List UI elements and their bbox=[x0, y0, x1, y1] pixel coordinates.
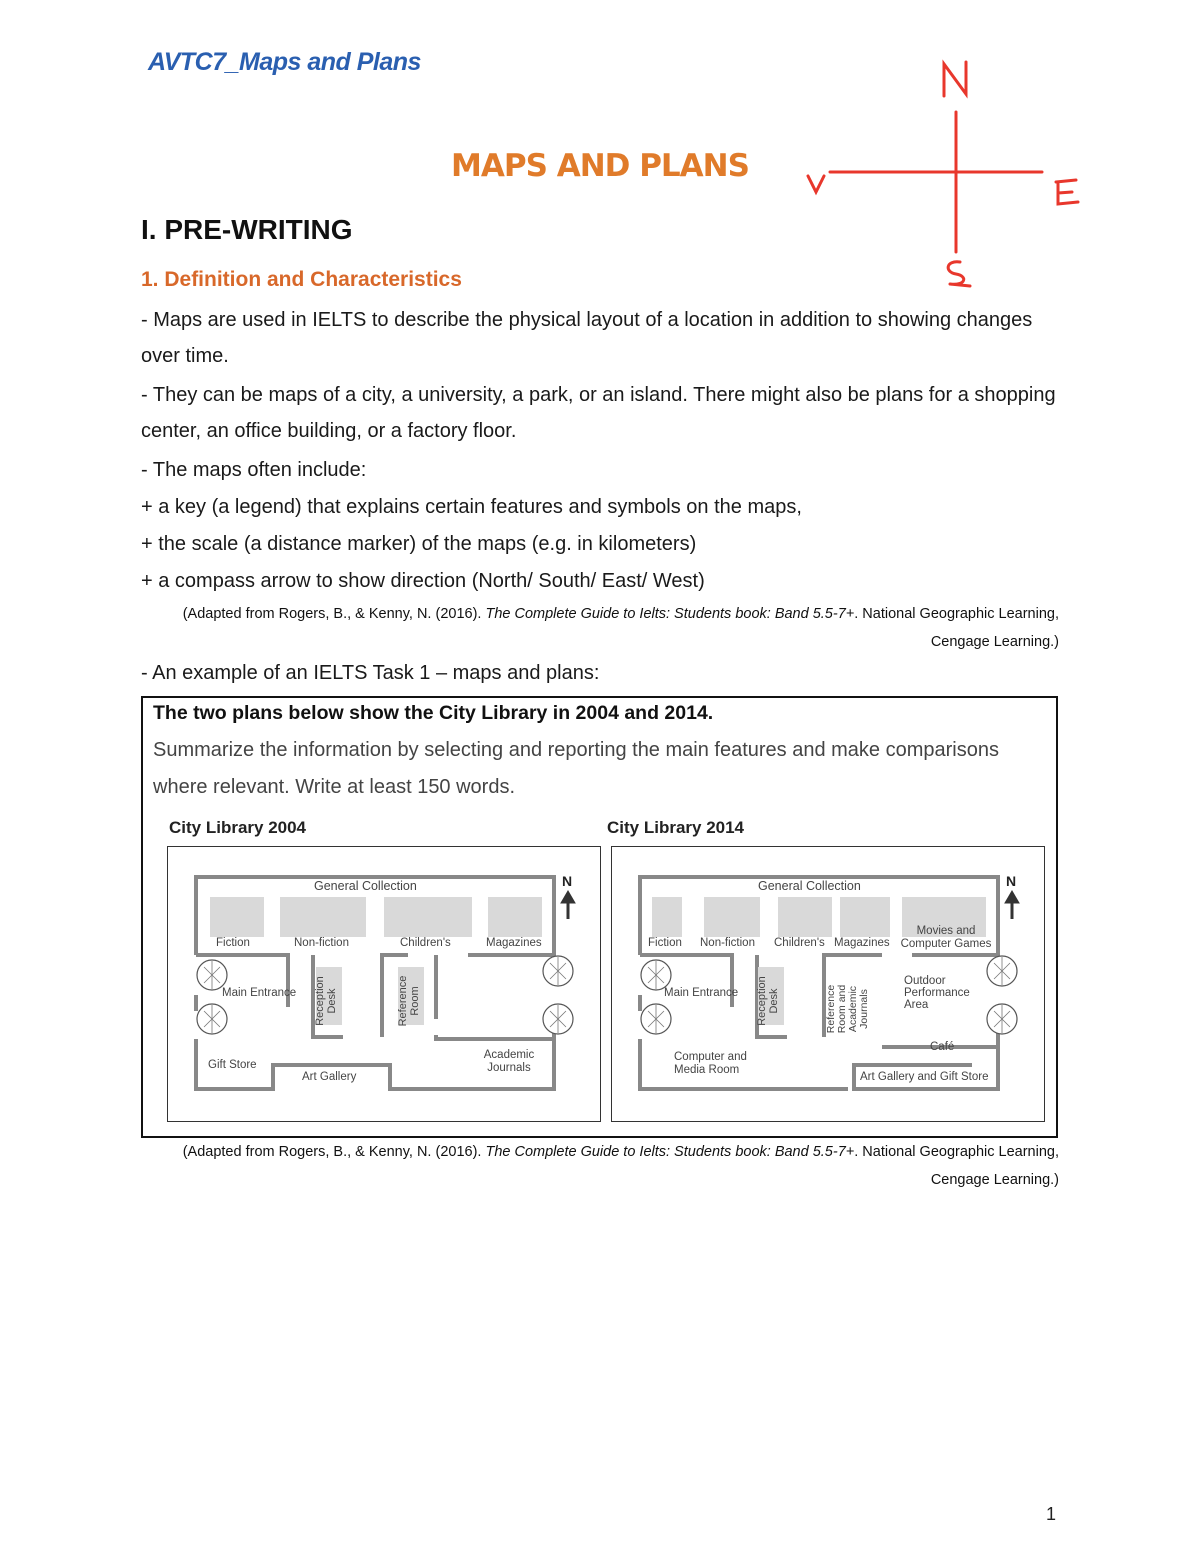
cafe-label: Café bbox=[930, 1041, 955, 1053]
reception-desk-label: Reception Desk bbox=[756, 976, 780, 1026]
task-title: The two plans below show the City Library in 2004 and 2014. bbox=[153, 702, 714, 724]
plan-2004-title: City Library 2004 bbox=[169, 818, 307, 837]
task-instructions: Summarize the information by selecting and reporting the main features and make comparisons where relevant. Write at least 150 words. bbox=[153, 739, 999, 798]
compass-s-letter bbox=[948, 262, 970, 286]
compass-w-letter bbox=[808, 176, 824, 192]
reception-desk-label: Reception Desk bbox=[314, 976, 338, 1026]
nonfiction-label: Non-fiction bbox=[294, 937, 349, 949]
compass-e-letter bbox=[1056, 180, 1078, 204]
example-intro: - An example of an IELTS Task 1 – maps and plans: bbox=[141, 662, 600, 684]
north-arrow-label: N bbox=[562, 873, 573, 889]
computer-media-label: Computer and Media Room bbox=[674, 1051, 747, 1076]
magazines-label: Magazines bbox=[486, 937, 542, 949]
task-box bbox=[141, 696, 1058, 1138]
reference-room-label: Reference Room bbox=[397, 975, 421, 1027]
paragraph: - The maps often include: bbox=[141, 459, 367, 481]
paragraph: - They can be maps of a city, a university, a park, or an island. There might also be plans for a shopping center, an office building, or a factory floor. bbox=[141, 384, 1056, 442]
movies-games-label: Movies and Computer Games bbox=[900, 925, 992, 950]
art-gallery-gift-store-label: Art Gallery and Gift Store bbox=[860, 1071, 989, 1083]
magazines-label: Magazines bbox=[834, 937, 890, 949]
outdoor-performance-label: Outdoor Performance Area bbox=[904, 975, 970, 1011]
bullet-item: + the scale (a distance marker) of the maps (e.g. in kilometers) bbox=[141, 533, 697, 555]
page-title: MAPS AND PLANS bbox=[451, 148, 749, 184]
compass-n-letter bbox=[944, 62, 966, 96]
page-number: 1 bbox=[1046, 1504, 1057, 1524]
main-entrance-label: Main Entrance bbox=[222, 987, 297, 999]
reference-academic-label: Reference Room and Academic Journals bbox=[825, 984, 870, 1034]
sub-heading: 1. Definition and Characteristics bbox=[141, 268, 462, 291]
academic-journals-label: Academic Journals bbox=[483, 1049, 535, 1074]
gift-store-label: Gift Store bbox=[208, 1059, 257, 1071]
north-arrow-label: N bbox=[1006, 873, 1017, 889]
general-collection-label: General Collection bbox=[314, 879, 417, 893]
fiction-label: Fiction bbox=[216, 937, 250, 949]
childrens-label: Children's bbox=[774, 937, 825, 949]
bullet-item: + a compass arrow to show direction (North/ South/ East/ West) bbox=[141, 570, 705, 592]
document-header: AVTC7_Maps and Plans bbox=[148, 48, 421, 76]
plan-2014 bbox=[611, 846, 1045, 1122]
section-heading: I. PRE-WRITING bbox=[141, 214, 353, 245]
art-gallery-label: Art Gallery bbox=[302, 1071, 357, 1083]
nonfiction-label: Non-fiction bbox=[700, 937, 755, 949]
main-entrance-label: Main Entrance bbox=[664, 987, 739, 999]
paragraph: - Maps are used in IELTS to describe the physical layout of a location in addition to showing changes over time. bbox=[141, 309, 1033, 367]
fiction-label: Fiction bbox=[648, 937, 682, 949]
bullet-item: + a key (a legend) that explains certain features and symbols on the maps, bbox=[141, 496, 802, 518]
compass-drawing bbox=[800, 50, 1100, 300]
plan-2014-title: City Library 2014 bbox=[607, 818, 745, 837]
citation: (Adapted from Rogers, B., & Kenny, N. (2016). The Complete Guide to Ielts: Students book: Band 5.5-7+. National Geographic Learning, Cengage Learning.) bbox=[182, 1144, 1059, 1188]
general-collection-label: General Collection bbox=[758, 879, 861, 893]
childrens-label: Children's bbox=[400, 937, 451, 949]
plan-2004 bbox=[167, 846, 601, 1122]
citation: (Adapted from Rogers, B., & Kenny, N. (2016). The Complete Guide to Ielts: Students book: Band 5.5-7+. National Geographic Learning, Cengage Learning.) bbox=[182, 606, 1059, 650]
